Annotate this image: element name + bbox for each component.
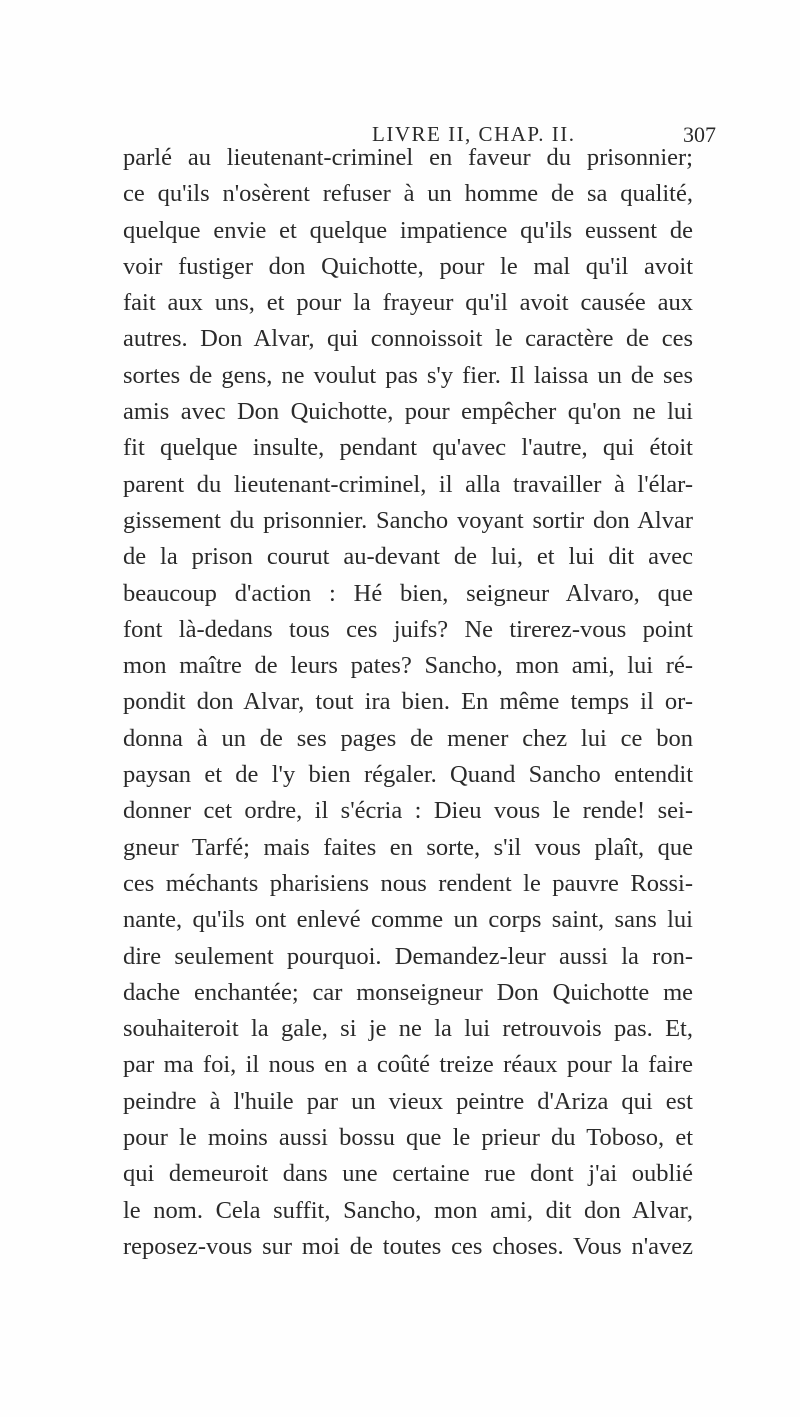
running-title: LIVRE II, CHAP. II. (372, 122, 576, 146)
text-line: sortes de gens, ne voulut pas s'y fier. Il laissa un de ses (123, 361, 693, 389)
text-line: parent du lieutenant-criminel, il alla travailler à l'élar- (123, 470, 693, 498)
text-line: mon maître de leurs pates? Sancho, mon ami, lui ré- (123, 652, 693, 680)
text-line: pour le moins aussi bossu que le prieur du Toboso, et (123, 1124, 693, 1152)
body-text (123, 140, 693, 1265)
text-line: le nom. Cela suffit, Sancho, mon ami, dit don Alvar, (123, 1196, 693, 1224)
text-line: gneur Tarfé; mais faites en sorte, s'il vous plaît, que (123, 833, 693, 861)
text-line: beaucoup d'action : Hé bien, seigneur Alvaro, que (123, 579, 693, 607)
text-line: ce qu'ils n'osèrent refuser à un homme de sa qualité, (123, 180, 693, 208)
text-line: fait aux uns, et pour la frayeur qu'il avoit causée aux (123, 289, 693, 317)
text-line: quelque envie et quelque impatience qu'ils eussent de (123, 216, 693, 244)
text-line: par ma foi, il nous en a coûté treize réaux pour la faire (123, 1051, 693, 1079)
text-line: pondit don Alvar, tout ira bien. En même temps il or- (123, 688, 693, 716)
text-line: font là-dedans tous ces juifs? Ne tirerez-vous point (123, 615, 693, 643)
text-line: paysan et de l'y bien régaler. Quand Sancho entendit (123, 761, 693, 789)
text-line: autres. Don Alvar, qui connoissoit le caractère de ces (123, 325, 693, 353)
text-line: amis avec Don Quichotte, pour empêcher qu'on ne lui (123, 398, 693, 426)
text-line: fit quelque insulte, pendant qu'avec l'autre, qui étoit (123, 434, 693, 462)
text-line: voir fustiger don Quichotte, pour le mal qu'il avoit (123, 252, 693, 280)
text-line: de la prison courut au-devant de lui, et lui dit avec (123, 543, 693, 571)
text-line: dire seulement pourquoi. Demandez-leur aussi la ron- (123, 942, 693, 970)
text-line: reposez-vous sur moi de toutes ces choses. Vous n'avez (123, 1232, 693, 1260)
text-line: gissement du prisonnier. Sancho voyant sortir don Alvar (123, 506, 693, 534)
text-line: souhaiteroit la gale, si je ne la lui retrouvois pas. Et, (123, 1015, 693, 1043)
text-line: qui demeuroit dans une certaine rue dont j'ai oublié (123, 1160, 693, 1188)
text-line: parlé au lieutenant-criminel en faveur du prisonnier; (123, 144, 693, 171)
text-line: nante, qu'ils ont enlevé comme un corps saint, sans lui (123, 906, 693, 934)
text-line: donner cet ordre, il s'écria : Dieu vous le rende! sei- (123, 797, 693, 825)
text-line: dache enchantée; car monseigneur Don Quichotte me (123, 978, 693, 1006)
text-line: ces méchants pharisiens nous rendent le pauvre Rossi- (123, 869, 693, 897)
text-line: peindre à l'huile par un vieux peintre d'Ariza qui est (123, 1087, 693, 1115)
text-line: donna à un de ses pages de mener chez lui ce bon (123, 724, 693, 752)
page-number: 307 (683, 122, 716, 147)
